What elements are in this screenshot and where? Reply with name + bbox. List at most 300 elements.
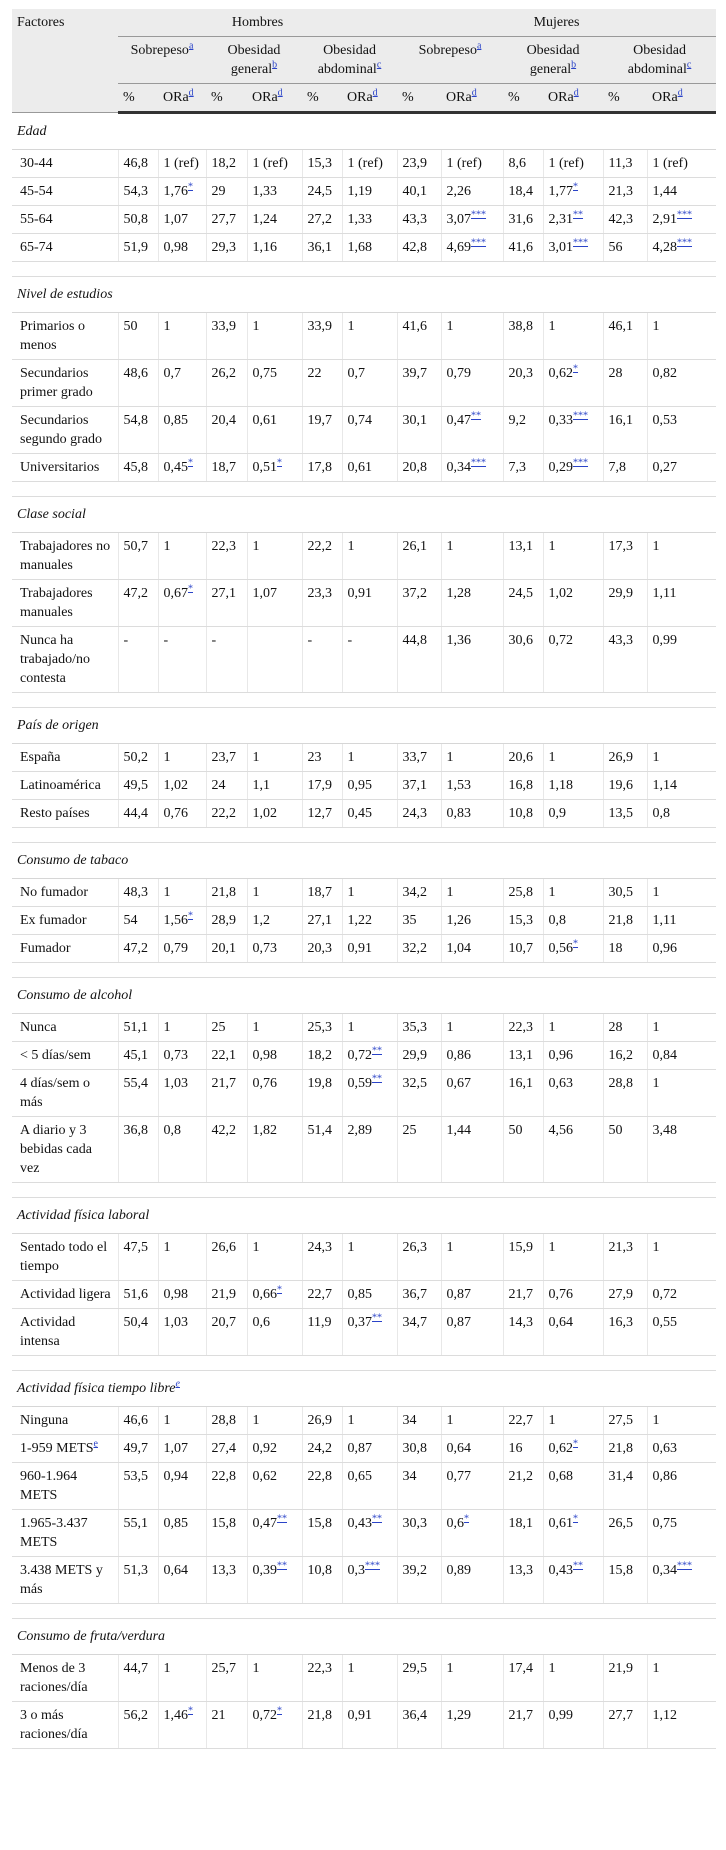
cell-value: 45,8 [123,460,148,475]
cell-value: 21,7 [508,1708,534,1723]
or-header [543,84,603,113]
pct-cell [206,1309,247,1356]
pct-cell [397,935,441,963]
cell-value: 1,53 [446,778,472,793]
cell-value: 0,33 [548,413,574,428]
section-row [12,1198,716,1234]
pct-cell [118,313,158,360]
cell-value: 0,76 [163,806,188,821]
cell-value: 23,3 [307,586,332,601]
pct-cell [118,800,158,828]
cell-value: 17,8 [307,460,332,475]
cell-value: 27,9 [608,1287,634,1302]
or-cell [342,1070,397,1117]
cell-value: 27,5 [608,1413,634,1428]
cell-value: 0,61 [347,460,372,475]
row-label [12,1407,118,1435]
cell-value: 24,5 [508,586,534,601]
cell-value: 1 [347,539,355,554]
row-label [12,407,118,454]
pct-cell [206,313,247,360]
or-cell [647,206,716,234]
pct-cell [118,1234,158,1281]
footnote-link[interactable]: a [188,40,194,52]
row-label-text: 3 o más raciones/día [20,1708,88,1742]
significance-link[interactable]: *** [573,410,589,422]
cell-value: 3,01 [548,240,574,255]
cell-value: 22,7 [508,1413,534,1428]
cell-value: 0,82 [652,366,678,381]
pct-cell [503,1702,543,1749]
pct-cell [503,744,543,772]
row-label [12,533,118,580]
cell-value: 21,8 [307,1708,332,1723]
significance-link[interactable]: * [573,1438,579,1450]
measure-label: Obesidad abdominal [317,43,377,77]
pct-cell [503,1510,543,1557]
cell-value: 21,2 [508,1469,534,1484]
pct-cell [397,879,441,907]
cell-value: 0,86 [652,1469,678,1484]
cell-value: 27,2 [307,212,332,227]
footnote-link[interactable]: b [272,59,278,71]
pct-cell [603,1281,647,1309]
cell-value: 0,63 [652,1441,678,1456]
cell-value: 11,9 [307,1315,332,1330]
significance-link[interactable]: * [573,181,579,193]
pct-cell [503,800,543,828]
cell-value: 1 [347,1661,355,1676]
pct-header: % [118,84,158,113]
cell-value: 0,6 [446,1516,465,1531]
pct-cell [603,744,647,772]
significance-link[interactable]: ** [372,1045,382,1057]
footnote-link[interactable]: e [93,1438,98,1450]
significance-link[interactable]: * [188,910,193,922]
or-cell [342,935,397,963]
cell-value: 0,76 [548,1287,574,1302]
section-title [12,497,716,533]
pct-cell [603,1070,647,1117]
or-cell [247,1070,302,1117]
significance-link[interactable]: ** [471,410,482,422]
or-cell [342,1309,397,1356]
cell-value: 1,07 [252,586,277,601]
significance-link[interactable]: *** [471,237,487,249]
section-title-text: País de origen [17,718,99,733]
cell-value: 1,18 [548,778,574,793]
significance-link[interactable]: * [277,457,282,469]
table-row [12,627,716,693]
cell-value: 1 [548,539,556,554]
cell-value: 47,2 [123,941,148,956]
cell-value: 48,6 [123,366,148,381]
cell-value: 0,59 [347,1076,372,1091]
pct-cell [503,879,543,907]
pct-cell [206,935,247,963]
cell-value: 21,3 [608,184,634,199]
table-wrapper [12,9,716,1749]
cell-value: 45,1 [123,1048,148,1063]
pct-cell [503,234,543,262]
footnote-link[interactable]: d [188,87,194,99]
or-cell [543,580,603,627]
or-cell [158,150,206,178]
cell-value: 0,7 [347,366,365,381]
or-cell [441,1510,503,1557]
or-cell [647,1309,716,1356]
cell-value: 25,3 [307,1020,332,1035]
table-row [12,360,716,407]
cell-value: 28,8 [211,1413,236,1428]
cell-value: 1 [446,1240,454,1255]
cell-value: 1,11 [652,586,677,601]
cell-value: 53,5 [123,1469,148,1484]
cell-value: 35,3 [402,1020,428,1035]
pct-cell [397,1702,441,1749]
pct-cell [603,1407,647,1435]
or-cell [247,1435,302,1463]
footnote-link[interactable]: d [573,87,579,99]
or-cell [647,360,716,407]
or-cell [247,580,302,627]
cell-value: 2,91 [652,212,678,227]
cell-value: 20,4 [211,413,236,428]
or-cell [247,907,302,935]
or-cell [441,1014,503,1042]
cell-value: 1,76 [163,184,188,199]
footnote-link[interactable]: a [476,40,482,52]
or-cell [647,1510,716,1557]
cell-value: 1 [652,1240,660,1255]
significance-link[interactable]: * [188,583,193,595]
significance-link[interactable]: * [277,1705,282,1717]
or-cell [647,580,716,627]
pct-cell [206,1117,247,1183]
measure-header [603,37,716,84]
cell-value: 21 [211,1708,226,1723]
cell-value: 0,39 [252,1563,277,1578]
cell-value: 1,82 [252,1123,277,1138]
or-cell [543,454,603,482]
group-header-mujeres: Mujeres [397,9,716,37]
pct-cell [206,234,247,262]
cell-value: 26,5 [608,1516,634,1531]
section-spacer [12,1356,716,1371]
footnote-link[interactable]: d [471,87,477,99]
cell-value: 1 [446,885,454,900]
or-cell [158,1070,206,1117]
pct-cell [302,1702,342,1749]
significance-link[interactable]: ** [277,1560,287,1572]
cell-value: 30,6 [508,633,534,648]
or-cell [441,1042,503,1070]
cell-value: 54 [123,913,138,928]
table-row [12,1234,716,1281]
or-cell [543,313,603,360]
pct-cell [118,1070,158,1117]
significance-link[interactable]: * [464,1513,470,1525]
or-cell [342,744,397,772]
cell-value: 1 (ref) [652,156,688,171]
or-cell [247,1655,302,1702]
pct-cell [397,178,441,206]
table-row [12,1309,716,1356]
pct-cell [503,627,543,693]
footnote-link[interactable]: c [686,59,692,71]
cell-value: 0,8 [652,806,671,821]
or-cell [342,879,397,907]
row-label-text: No fumador [20,885,89,900]
cell-value: 0,56 [548,941,574,956]
cell-value: 2,26 [446,184,472,199]
cell-value: 0,83 [446,806,472,821]
or-cell [543,178,603,206]
or-cell [543,627,603,693]
row-label [12,744,118,772]
cell-value: 1,29 [446,1708,472,1723]
pct-cell [603,935,647,963]
cell-value: 30,5 [608,885,634,900]
cell-value: 36,4 [402,1708,428,1723]
cell-value: 37,1 [402,778,428,793]
cell-value: 1,1 [252,778,270,793]
or-cell [543,1702,603,1749]
or-cell [158,313,206,360]
cell-value: 1,11 [652,913,677,928]
cell-value: 49,5 [123,778,148,793]
pct-cell [118,772,158,800]
pct-cell [302,1309,342,1356]
pct-cell [397,533,441,580]
pct-cell [397,1281,441,1309]
or-cell [647,772,716,800]
cell-value: 1 [652,885,660,900]
pct-cell [603,1309,647,1356]
pct-cell [206,744,247,772]
cell-value: 33,9 [211,319,236,334]
cell-value: 1 [163,1413,171,1428]
significance-link[interactable]: *** [677,237,693,249]
cell-value: 0,67 [163,586,188,601]
cell-value: 40,1 [402,184,428,199]
cell-value: 1 (ref) [548,156,584,171]
significance-link[interactable]: ** [573,209,584,221]
pct-cell [603,1463,647,1510]
or-label: ORa [252,90,278,105]
cell-value: 25 [402,1123,417,1138]
cell-value: 1,44 [446,1123,472,1138]
significance-link[interactable]: ** [277,1513,287,1525]
section-row [12,978,716,1014]
pct-cell [206,360,247,407]
cell-value: 1,16 [252,240,277,255]
pct-cell [603,1117,647,1183]
or-cell [158,360,206,407]
or-cell [342,1014,397,1042]
cell-value: 51,4 [307,1123,332,1138]
cell-value: 22,7 [307,1287,332,1302]
cell-value: 10,8 [508,806,534,821]
cell-value: 1,56 [163,913,188,928]
cell-value: 23,7 [211,750,236,765]
pct-cell [397,454,441,482]
significance-link[interactable]: ** [372,1312,382,1324]
footnote-link[interactable]: d [677,87,683,99]
pct-cell [302,1463,342,1510]
pct-cell [603,178,647,206]
pct-cell [503,454,543,482]
cell-value: 1 [548,319,556,334]
footnote-link[interactable]: e [175,1378,180,1390]
cell-value: 0,87 [446,1315,472,1330]
or-cell [647,1234,716,1281]
table-row [12,1435,716,1463]
pct-cell [503,1407,543,1435]
cell-value: 4,28 [652,240,678,255]
or-cell [441,1117,503,1183]
cell-value: 0,99 [652,633,678,648]
cell-value: 9,2 [508,413,527,428]
significance-link[interactable]: *** [573,457,589,469]
or-cell [441,744,503,772]
significance-link[interactable]: * [573,363,579,375]
cell-value: 0,34 [652,1563,678,1578]
cell-value: 34 [402,1469,417,1484]
pct-cell [603,1014,647,1042]
significance-link[interactable]: *** [471,209,487,221]
cell-value: 1 [252,1240,260,1255]
or-cell [441,1463,503,1510]
cell-value: 21,3 [608,1240,634,1255]
cell-value: 1,12 [652,1708,678,1723]
row-label [12,1234,118,1281]
cell-value: 14,3 [508,1315,534,1330]
table-row [12,407,716,454]
section-title-text: Consumo de alcohol [17,988,133,1003]
or-cell [647,1014,716,1042]
cell-value: 50 [123,319,138,334]
pct-cell [206,800,247,828]
or-cell [158,1463,206,1510]
pct-cell [503,772,543,800]
cell-value: 0,98 [252,1048,277,1063]
significance-link[interactable]: * [188,1705,193,1717]
cell-value: 1 [347,1413,355,1428]
significance-link[interactable]: * [188,181,193,193]
pct-cell [302,907,342,935]
or-cell [247,1234,302,1281]
cell-value: 1 [446,1661,454,1676]
cell-value: 16,3 [608,1315,634,1330]
significance-link[interactable]: ** [573,1560,584,1572]
cell-value: - [307,633,313,648]
cell-value: 31,4 [608,1469,634,1484]
cell-value: 13,5 [608,806,634,821]
footnote-link[interactable]: c [376,59,382,71]
pct-cell [302,1014,342,1042]
section-row [12,277,716,313]
cell-value: 34 [402,1413,417,1428]
cell-value: 0,27 [652,460,678,475]
pct-cell [118,1309,158,1356]
cell-value: 49,7 [123,1441,148,1456]
pct-cell [206,1014,247,1042]
or-cell [247,1014,302,1042]
cell-value: 1 [347,1240,355,1255]
pct-cell [503,935,543,963]
cell-value: 22,1 [211,1048,236,1063]
footnote-link[interactable]: d [277,87,283,99]
significance-link[interactable]: * [277,1284,282,1296]
pct-cell [302,879,342,907]
significance-link[interactable]: *** [573,237,589,249]
or-cell [342,313,397,360]
or-cell [543,800,603,828]
cell-value: 47,2 [123,586,148,601]
significance-link[interactable]: *** [677,1560,693,1572]
significance-link[interactable]: *** [365,1560,380,1572]
cell-value: 36,1 [307,240,332,255]
cell-value: 1 [446,319,454,334]
or-cell [342,1435,397,1463]
section-title-text: Clase social [17,507,86,522]
significance-link[interactable]: * [573,938,579,950]
measure-label: Obesidad abdominal [627,43,687,77]
footnote-link[interactable]: b [571,59,577,71]
cell-value: 18,4 [508,184,534,199]
section-title [12,1371,716,1407]
cell-value: 1 (ref) [446,156,482,171]
cell-value: 32,5 [402,1076,428,1091]
footnote-link[interactable]: d [372,87,378,99]
significance-link[interactable]: * [573,1513,579,1525]
or-cell [647,178,716,206]
significance-link[interactable]: *** [677,209,693,221]
cell-value: 22,8 [211,1469,236,1484]
pct-cell [118,1702,158,1749]
pct-cell [397,234,441,262]
or-cell [647,744,716,772]
pct-cell [503,580,543,627]
or-cell [342,1117,397,1183]
pct-cell [118,178,158,206]
measure-header [503,37,603,84]
significance-link[interactable]: ** [372,1073,382,1085]
or-cell [441,772,503,800]
or-cell [342,1042,397,1070]
pct-cell [206,580,247,627]
section-title [12,1198,716,1234]
cell-value: 1,03 [163,1315,188,1330]
cell-value: 0,85 [163,413,188,428]
or-cell [158,1234,206,1281]
or-cell [158,935,206,963]
cell-value: 1 [652,1661,660,1676]
cell-value: 1 [347,885,355,900]
cell-value: 0,62 [548,1441,574,1456]
or-cell [247,772,302,800]
cell-value: 0,87 [446,1287,472,1302]
cell-value: 32,2 [402,941,428,956]
pct-cell [302,407,342,454]
significance-link[interactable]: *** [471,457,487,469]
or-cell [247,1309,302,1356]
table-row [12,1557,716,1604]
significance-link[interactable]: * [188,457,193,469]
significance-link[interactable]: ** [372,1513,382,1525]
cell-value: 0,64 [548,1315,574,1330]
